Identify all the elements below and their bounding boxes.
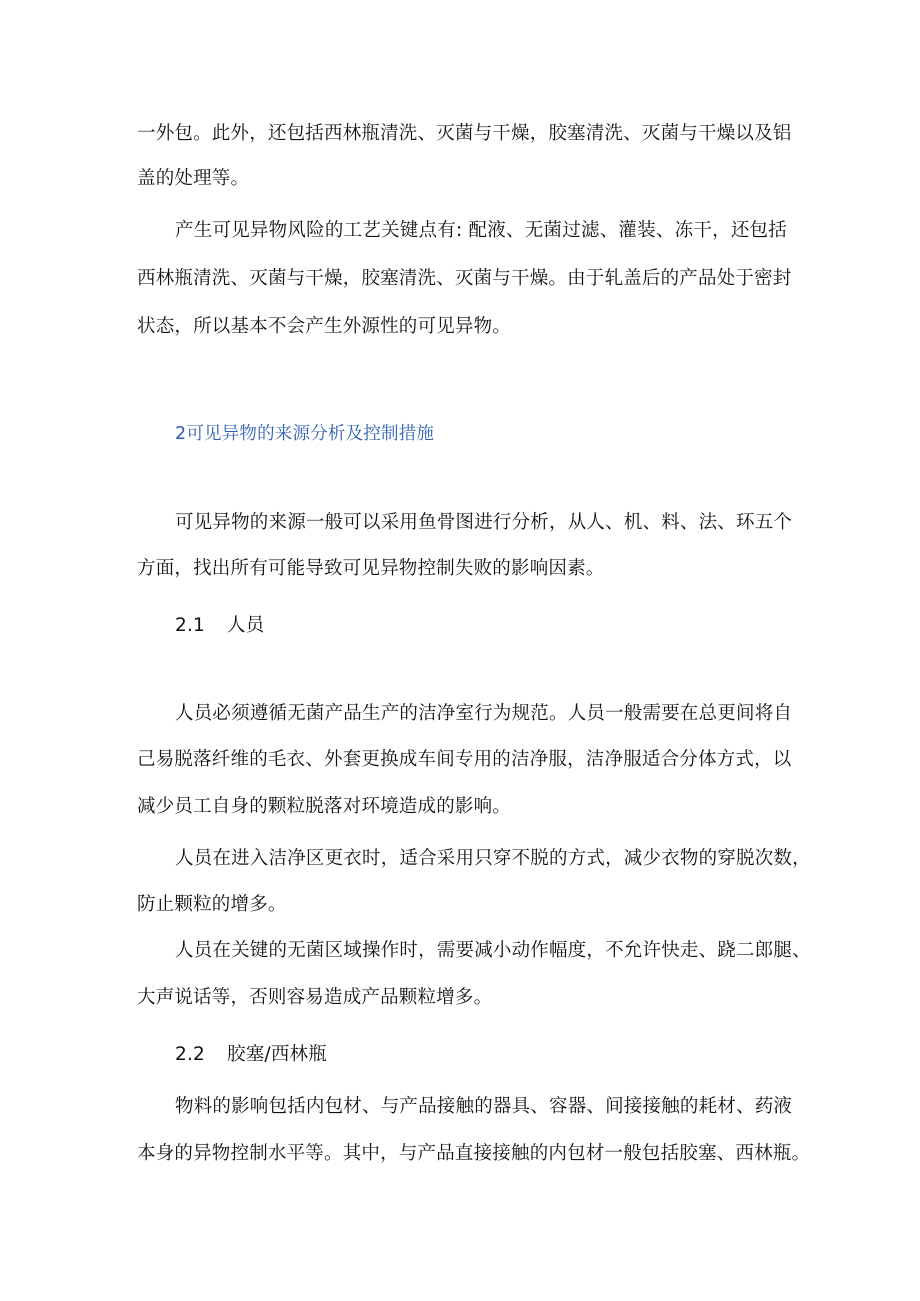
- section-heading: 2可见异物的来源分析及控制措施: [175, 424, 435, 444]
- paragraph-line: 人员在进入洁净区更衣时，适合采用只穿不脱的方式，减少衣物的穿脱次数，: [175, 848, 811, 869]
- subsection-number: 2.2: [175, 1044, 206, 1065]
- paragraph-line: 防止颗粒的增多。: [137, 894, 287, 915]
- paragraph-line: 方面，找出所有可能导致可见异物控制失败的影响因素。: [137, 558, 605, 579]
- paragraph-line: 大声说话等，否则容易造成产品颗粒增多。: [137, 987, 493, 1008]
- paragraph-line: 人员必须遵循无菌产品生产的洁净室行为规范。人员一般需要在总更间将自: [175, 703, 793, 724]
- subsection-heading: [175, 613, 264, 639]
- paragraph-line: 西林瓶清洗、灭菌与干燥，胶塞清洗、灭菌与干燥。由于轧盖后的产品处于密封: [137, 268, 792, 289]
- paragraph-line: 状态，所以基本不会产生外源性的可见异物。: [137, 316, 512, 337]
- subsection-number: 2.1: [175, 615, 206, 636]
- paragraph-line: 己易脱落纤维的毛衣、外套更换成车间专用的洁净服，洁净服适合分体方式，以: [137, 749, 792, 770]
- paragraph-line: 盖的处理等。: [137, 168, 250, 189]
- subsection-title: 人员: [227, 615, 265, 636]
- paragraph-line: 可见异物的来源一般可以采用鱼骨图进行分析，从人、机、料、法、环五个: [175, 512, 793, 533]
- paragraph-line: 人员在关键的无菌区域操作时，需要减小动作幅度，不允许快走、跷二郎腿、: [175, 940, 811, 961]
- paragraph-line: 减少员工自身的颗粒脱落对环境造成的影响。: [137, 796, 512, 817]
- paragraph-line: 本身的异物控制水平等。其中，与产品直接接触的内包材一般包括胶塞、西林瓶。: [137, 1143, 811, 1164]
- subsection-heading: [175, 1042, 327, 1068]
- paragraph-line: 产生可见异物风险的工艺关键点有: 配液、无菌过滤、灌装、冻干，还包括: [175, 220, 787, 241]
- paragraph-line: 一外包。此外，还包括西林瓶清洗、灭菌与干燥，胶塞清洗、灭菌与干燥以及铝: [137, 123, 792, 144]
- subsection-title: 胶塞/西林瓶: [227, 1044, 327, 1065]
- paragraph-line: 物料的影响包括内包材、与产品接触的器具、容器、间接接触的耗材、药液: [175, 1096, 793, 1117]
